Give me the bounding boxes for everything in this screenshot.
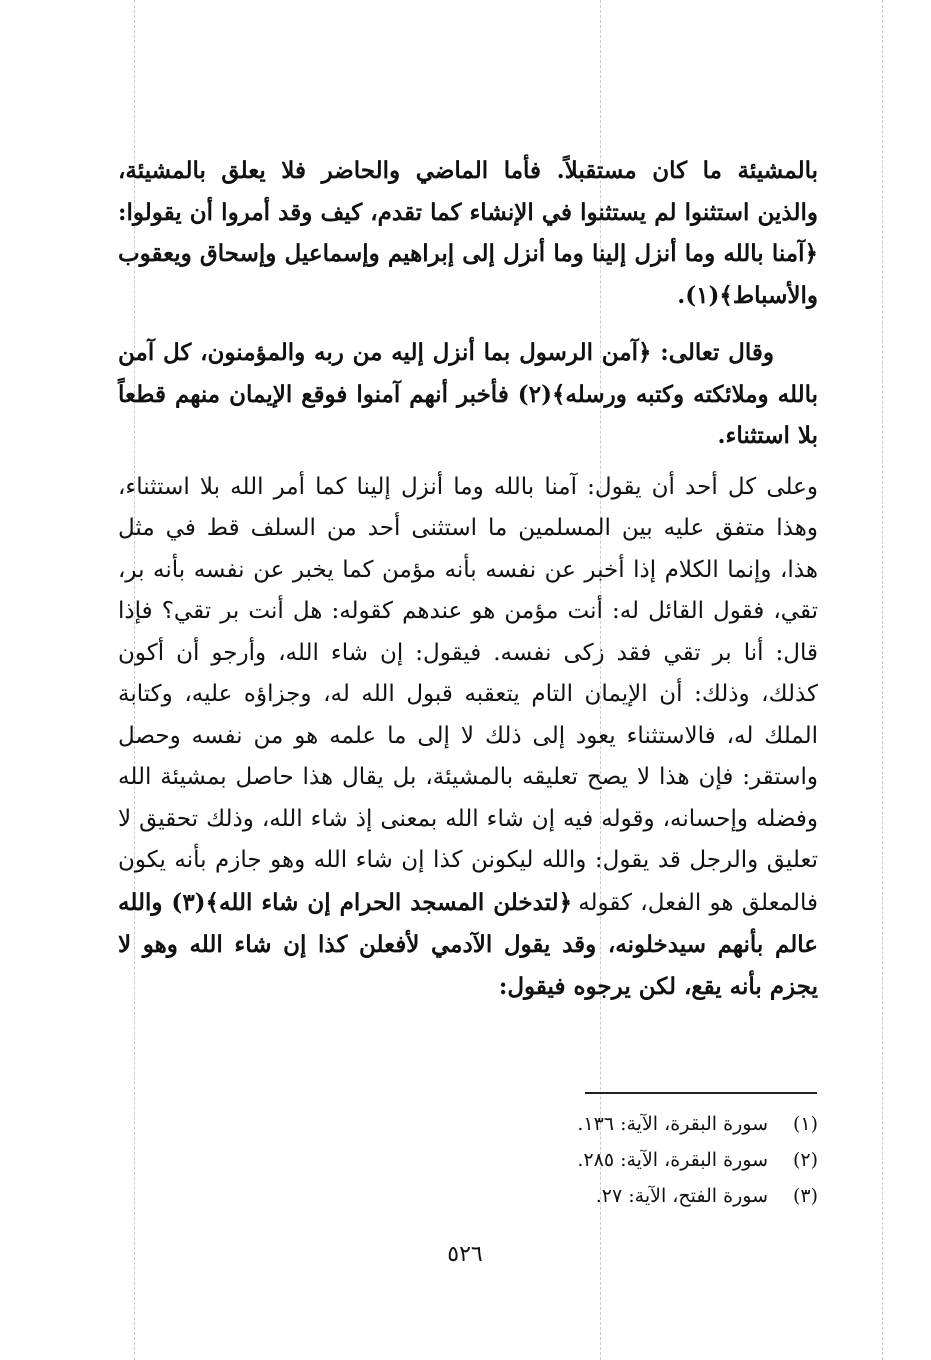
footnote-text: سورة الفتح، الآية: ٢٧. (595, 1185, 768, 1207)
footnote (400, 1178, 818, 1214)
paragraph-1: بالمشيئة ما كان مستقبلاً. فأما الماضي والحاضر فلا يعلق بالمشيئة، والذين استثنوا لم يستثنوا في الإنشاء كما تقدم، كيف وقد أمروا أن يقولوا: ﴿آمنا بالله وما أنزل إلينا وما أنزل إلى إبراهيم وإسماعيل وإسحاق ويعقوب والأسباط﴾(١). (118, 157, 818, 309)
footnote-number: (٣) (792, 1185, 818, 1207)
footnote-text: سورة البقرة، الآية: ٢٨٥. (577, 1149, 768, 1171)
paragraph-3-quote: ﴿لتدخلن المسجد الحرام إن شاء الله﴾(٣) والله عالم بأنهم سيدخلونه، وقد يقول الآدمي لأفعلن كذا إن شاء الله وهو لا يجزم بأنه يقع، لكن يرجوه فيقول: (118, 888, 818, 1000)
footnotes (400, 1106, 818, 1214)
footnote-separator (585, 1092, 817, 1094)
page-number: ٥٢٦ (447, 1242, 483, 1267)
paragraph-2: وقال تعالى: ﴿آمن الرسول بما أنزل إليه من ربه والمؤمنون، كل آمن بالله وملائكته وكتبه ورسله﴾(٢) فأخبر أنهم آمنوا فوقع الإيمان منهم قطعاً بلا استثناء. (118, 339, 819, 449)
page-body (118, 150, 818, 1007)
footnote-number: (١) (792, 1113, 818, 1135)
footnote-number: (٢) (792, 1149, 818, 1171)
scan-guide-line (882, 0, 883, 1360)
footnote-text: سورة البقرة، الآية: ١٣٦. (577, 1113, 768, 1135)
footnote (400, 1142, 818, 1178)
paragraph-3: وعلى كل أحد أن يقول: آمنا بالله وما أنزل إلينا كما أمر الله بلا استثناء، وهذا متفق عليه بين المسلمين ما استثنى أحد من السلف قط في مثل هذا، وإنما الكلام إذا أخبر عن نفسه بأنه مؤمن كما يخبر عن نفسه بأنه بر، تقي، فقول القائل له: أنت مؤمن هو عندهم كقوله: هل أنت بر تقي؟ فإذا قال: أنا بر تقي فقد زكى نفسه. فيقول: إن شاء الله، وأرجو أن أكون كذلك، وذلك: أن الإيمان التام يتعقبه قبول الله له، وجزاؤه عليه، وكتابة الملك له، فالاستثناء يعود إلى ذلك لا إلى ما علمه هو من نفسه وحصل واستقر: فإن هذا لا يصح تعليقه بالمشيئة، بل يقال هذا حاصل بمشيئة الله وفضله وإحسانه، وقوله فيه إن شاء الله بمعنى إذ شاء الله، وذلك تحقيق لا تعليق والرجل قد يقول: والله ليكونن كذا إن شاء الله وهو جازم بأنه يكون فالمعلق هو الفعل، كقوله (118, 473, 819, 916)
footnote (400, 1106, 818, 1142)
